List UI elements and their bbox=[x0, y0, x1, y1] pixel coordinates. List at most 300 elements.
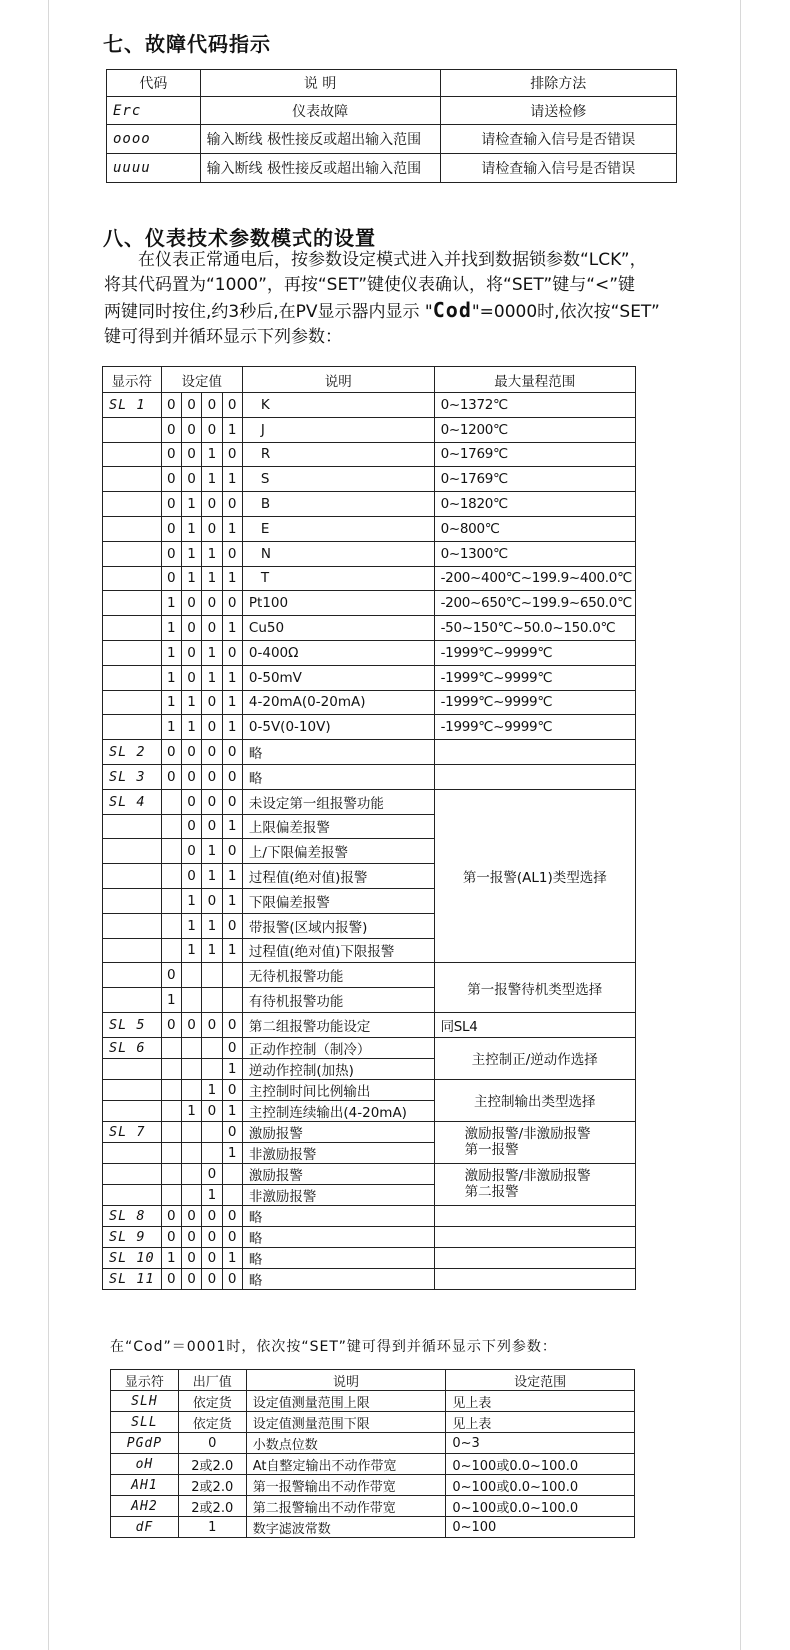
setting-bit-cell: 0 bbox=[222, 740, 242, 765]
setting-bit-cell: 0 bbox=[181, 1247, 201, 1268]
setting-bit-cell: 1 bbox=[222, 938, 242, 963]
setting-bit-cell: 0 bbox=[202, 1247, 222, 1268]
symbol-cell bbox=[103, 591, 162, 616]
setting-bit-cell: 1 bbox=[202, 665, 222, 690]
setting-bit-cell bbox=[181, 1121, 201, 1142]
setting-bit-cell: 1 bbox=[181, 566, 201, 591]
table-row bbox=[103, 1163, 636, 1184]
setting-bit-cell bbox=[222, 1184, 242, 1205]
setting-bit-cell: 0 bbox=[181, 864, 201, 889]
section8-title: 八、仪表技术参数模式的设置 bbox=[103, 226, 376, 250]
desc-cell: T bbox=[242, 566, 434, 591]
para-line: 在仪表正常通电后，按参数设定模式进入并找到数据锁参数“LCK”， bbox=[104, 250, 647, 270]
desc-cell: 数字滤波常数 bbox=[246, 1517, 446, 1538]
table-row bbox=[103, 541, 636, 566]
setting-bit-cell: 0 bbox=[202, 417, 222, 442]
symbol-cell bbox=[103, 492, 162, 517]
setting-bit-cell: 1 bbox=[181, 715, 201, 740]
table-row bbox=[103, 1037, 636, 1058]
fault-fix: 请检查输入信号是否错误 bbox=[440, 154, 676, 183]
col-header-desc: 说 明 bbox=[200, 70, 440, 97]
range-cell: 0~3 bbox=[446, 1433, 635, 1454]
range-cell: -1999℃~9999℃ bbox=[434, 665, 635, 690]
range-cell: 0~100 bbox=[446, 1517, 635, 1538]
setting-bit-cell bbox=[181, 1058, 201, 1079]
desc-cell: N bbox=[242, 541, 434, 566]
setting-bit-cell: 0 bbox=[181, 393, 201, 418]
para-line bbox=[104, 298, 719, 325]
cod-display: Cod bbox=[432, 298, 472, 322]
desc-cell: Cu50 bbox=[242, 616, 434, 641]
table-row bbox=[103, 1205, 636, 1226]
setting-bit-cell: 1 bbox=[222, 864, 242, 889]
col-header-fix: 排除方法 bbox=[440, 70, 676, 97]
setting-bit-cell: 0 bbox=[181, 591, 201, 616]
setting-bit-cell bbox=[181, 1184, 201, 1205]
col-header-range: 设定范围 bbox=[446, 1370, 635, 1391]
setting-bit-cell: 0 bbox=[202, 1012, 222, 1037]
setting-bit-cell: 1 bbox=[202, 913, 222, 938]
section8-paragraph bbox=[104, 248, 719, 350]
fault-desc: 输入断线 极性接反或超出输入范围 bbox=[200, 125, 440, 154]
setting-bit-cell: 1 bbox=[181, 1100, 201, 1121]
setting-bit-cell: 0 bbox=[222, 640, 242, 665]
range-cell bbox=[434, 1205, 635, 1226]
setting-bit-cell: 0 bbox=[202, 591, 222, 616]
range-cell: 0~1820℃ bbox=[434, 492, 635, 517]
setting-bit-cell: 0 bbox=[202, 690, 222, 715]
setting-bit-cell: 0 bbox=[202, 616, 222, 641]
col-header-code: 代码 bbox=[107, 70, 201, 97]
desc-cell: 略 bbox=[242, 740, 434, 765]
setting-bit-cell: 0 bbox=[181, 814, 201, 839]
setting-bit-cell: 1 bbox=[202, 1184, 222, 1205]
setting-bit-cell: 0 bbox=[202, 1268, 222, 1289]
desc-cell: 设定值测量范围下限 bbox=[246, 1412, 446, 1433]
default-cell: 0 bbox=[178, 1433, 246, 1454]
table-row bbox=[103, 393, 636, 418]
setting-bit-cell: 1 bbox=[181, 690, 201, 715]
range-merged-line: 第二报警 bbox=[464, 1184, 519, 1201]
setting-bit-cell: 0 bbox=[181, 764, 201, 789]
table-row bbox=[103, 963, 636, 988]
table-row bbox=[103, 492, 636, 517]
range-merged-cell: 主控制输出类型选择 bbox=[434, 1079, 635, 1121]
setting-bit-cell: 0 bbox=[161, 566, 181, 591]
default-cell: 2或2.0 bbox=[178, 1475, 246, 1496]
range-cell: 见上表 bbox=[446, 1412, 635, 1433]
setting-bit-cell: 1 bbox=[181, 516, 201, 541]
desc-cell: 正动作控制（制冷） bbox=[242, 1037, 434, 1058]
table-row bbox=[111, 1454, 635, 1475]
range-cell bbox=[434, 1226, 635, 1247]
table-row bbox=[103, 640, 636, 665]
setting-bit-cell bbox=[181, 1037, 201, 1058]
setting-bit-cell: 0 bbox=[161, 442, 181, 467]
setting-bit-cell: 1 bbox=[161, 690, 181, 715]
setting-bit-cell: 0 bbox=[202, 888, 222, 913]
table-header-row bbox=[111, 1370, 635, 1391]
setting-bit-cell bbox=[202, 1058, 222, 1079]
setting-bit-cell bbox=[202, 1037, 222, 1058]
setting-bit-cell: 0 bbox=[181, 789, 201, 814]
para-text: "=0000时,依次按“SET” bbox=[471, 302, 660, 322]
setting-bit-cell: 0 bbox=[202, 1205, 222, 1226]
setting-bit-cell bbox=[202, 988, 222, 1013]
range-cell bbox=[434, 1247, 635, 1268]
range-cell: 同SL4 bbox=[434, 1012, 635, 1037]
desc-cell: B bbox=[242, 492, 434, 517]
setting-bit-cell: 0 bbox=[222, 1205, 242, 1226]
symbol-cell bbox=[103, 616, 162, 641]
desc-cell: 有待机报警功能 bbox=[242, 988, 434, 1013]
col-header-default: 出厂值 bbox=[178, 1370, 246, 1391]
table-row bbox=[107, 97, 677, 125]
desc-cell: 带报警(区域内报警) bbox=[242, 913, 434, 938]
desc-cell: 设定值测量范围上限 bbox=[246, 1391, 446, 1412]
desc-cell: At自整定输出不动作带宽 bbox=[246, 1454, 446, 1475]
setting-bit-cell: 0 bbox=[202, 740, 222, 765]
setting-bit-cell: 0 bbox=[181, 417, 201, 442]
range-cell bbox=[434, 1268, 635, 1289]
setting-bit-cell: 0 bbox=[222, 591, 242, 616]
setting-bit-cell: 0 bbox=[161, 1012, 181, 1037]
range-cell: 0~1769℃ bbox=[434, 442, 635, 467]
setting-bit-cell bbox=[161, 839, 181, 864]
setting-bit-cell bbox=[181, 1079, 201, 1100]
setting-bit-cell: 0 bbox=[181, 1205, 201, 1226]
setting-bit-cell bbox=[161, 913, 181, 938]
range-cell bbox=[434, 764, 635, 789]
desc-cell: 逆动作控制(加热) bbox=[242, 1058, 434, 1079]
table-row bbox=[103, 1012, 636, 1037]
setting-bit-cell: 0 bbox=[222, 1226, 242, 1247]
symbol-cell: SL 2 bbox=[103, 740, 162, 765]
setting-bit-cell: 0 bbox=[202, 516, 222, 541]
symbol-cell bbox=[103, 864, 162, 889]
default-cell: 1 bbox=[178, 1517, 246, 1538]
setting-bit-cell: 0 bbox=[161, 764, 181, 789]
symbol-cell bbox=[103, 839, 162, 864]
range-cell: -1999℃~9999℃ bbox=[434, 690, 635, 715]
default-cell: 依定货 bbox=[178, 1391, 246, 1412]
range-cell: 0~800℃ bbox=[434, 516, 635, 541]
table-row bbox=[103, 789, 636, 814]
table-row bbox=[111, 1517, 635, 1538]
desc-cell: S bbox=[242, 467, 434, 492]
desc-cell: J bbox=[242, 417, 434, 442]
table-row bbox=[103, 764, 636, 789]
desc-cell: 略 bbox=[242, 1226, 434, 1247]
desc-cell: 未设定第一组报警功能 bbox=[242, 789, 434, 814]
range-merged-line: 激励报警/非激励报警 bbox=[464, 1168, 591, 1185]
symbol-cell: SL 8 bbox=[103, 1205, 162, 1226]
setting-bit-cell: 0 bbox=[161, 1205, 181, 1226]
symbol-cell bbox=[103, 541, 162, 566]
setting-bit-cell: 0 bbox=[181, 467, 201, 492]
table-row bbox=[103, 1247, 636, 1268]
symbol-cell: AH2 bbox=[111, 1496, 179, 1517]
range-merged-line: 第一报警 bbox=[464, 1142, 519, 1159]
fault-fix: 请检查输入信号是否错误 bbox=[440, 125, 676, 154]
symbol-cell: SL 5 bbox=[103, 1012, 162, 1037]
setting-bit-cell bbox=[161, 1163, 181, 1184]
setting-bit-cell: 0 bbox=[161, 417, 181, 442]
symbol-cell bbox=[103, 715, 162, 740]
desc-cell: 下限偏差报警 bbox=[242, 888, 434, 913]
table-row bbox=[111, 1496, 635, 1517]
fault-code-table bbox=[106, 69, 677, 183]
setting-bit-cell bbox=[161, 1079, 181, 1100]
symbol-cell bbox=[103, 1100, 162, 1121]
table-row bbox=[103, 1268, 636, 1289]
desc-cell: 无待机报警功能 bbox=[242, 963, 434, 988]
range-cell: 0~1372℃ bbox=[434, 393, 635, 418]
para-line: 将其代码置为“1000”，再按“SET”键使仪表确认，将“SET”键与“<”键 bbox=[104, 275, 636, 295]
table-row bbox=[103, 516, 636, 541]
range-merged-cell bbox=[434, 1163, 635, 1205]
setting-bit-cell: 1 bbox=[181, 938, 201, 963]
setting-bit-cell: 0 bbox=[222, 1121, 242, 1142]
symbol-cell: SL 4 bbox=[103, 789, 162, 814]
setting-bit-cell: 1 bbox=[222, 1247, 242, 1268]
fault-code: uuuu bbox=[107, 154, 201, 183]
symbol-cell: AH1 bbox=[111, 1475, 179, 1496]
setting-bit-cell: 0 bbox=[222, 1037, 242, 1058]
fault-fix: 请送检修 bbox=[440, 97, 676, 125]
table-row bbox=[111, 1433, 635, 1454]
setting-bit-cell: 1 bbox=[222, 715, 242, 740]
setting-bit-cell bbox=[161, 938, 181, 963]
desc-cell: 0-50mV bbox=[242, 665, 434, 690]
cod-note: 在“Cod”＝0001时，依次按“SET”键可得到并循环显示下列参数： bbox=[110, 1339, 557, 1355]
setting-bit-cell: 1 bbox=[161, 988, 181, 1013]
symbol-cell bbox=[103, 467, 162, 492]
desc-cell: R bbox=[242, 442, 434, 467]
setting-bit-cell: 0 bbox=[222, 913, 242, 938]
desc-cell: 非激励报警 bbox=[242, 1184, 434, 1205]
setting-bit-cell: 0 bbox=[161, 1226, 181, 1247]
desc-cell: 略 bbox=[242, 1268, 434, 1289]
symbol-cell bbox=[103, 665, 162, 690]
desc-cell: 激励报警 bbox=[242, 1121, 434, 1142]
symbol-cell: SLH bbox=[111, 1391, 179, 1412]
setting-bit-cell: 0 bbox=[202, 764, 222, 789]
setting-bit-cell: 1 bbox=[202, 864, 222, 889]
setting-bit-cell: 0 bbox=[181, 839, 201, 864]
setting-bit-cell bbox=[161, 1037, 181, 1058]
param-table bbox=[102, 366, 636, 1290]
table-row bbox=[111, 1412, 635, 1433]
symbol-cell bbox=[103, 938, 162, 963]
desc-cell: 过程值(绝对值)下限报警 bbox=[242, 938, 434, 963]
symbol-cell bbox=[103, 640, 162, 665]
setting-bit-cell: 1 bbox=[202, 839, 222, 864]
symbol-cell bbox=[103, 1184, 162, 1205]
symbol-cell: SL 10 bbox=[103, 1247, 162, 1268]
symbol-cell bbox=[103, 1142, 162, 1163]
setting-bit-cell: 1 bbox=[222, 814, 242, 839]
range-cell: 见上表 bbox=[446, 1391, 635, 1412]
setting-bit-cell: 0 bbox=[161, 740, 181, 765]
setting-bit-cell: 0 bbox=[181, 1012, 201, 1037]
col-header-range: 最大量程范围 bbox=[434, 367, 635, 393]
table-row bbox=[103, 740, 636, 765]
setting-bit-cell: 0 bbox=[161, 1268, 181, 1289]
setting-bit-cell: 0 bbox=[222, 393, 242, 418]
setting-bit-cell bbox=[161, 814, 181, 839]
symbol-cell: oH bbox=[111, 1454, 179, 1475]
setting-bit-cell: 1 bbox=[161, 715, 181, 740]
setting-bit-cell: 1 bbox=[161, 665, 181, 690]
desc-cell: 第二报警输出不动作带宽 bbox=[246, 1496, 446, 1517]
symbol-cell: SL 7 bbox=[103, 1121, 162, 1142]
setting-bit-cell: 1 bbox=[222, 616, 242, 641]
table-row bbox=[103, 442, 636, 467]
table-header-row bbox=[107, 70, 677, 97]
table-row bbox=[107, 125, 677, 154]
setting-bit-cell: 1 bbox=[222, 1058, 242, 1079]
setting-bit-cell: 0 bbox=[202, 492, 222, 517]
setting-bit-cell bbox=[202, 1121, 222, 1142]
col-header-desc: 说明 bbox=[242, 367, 434, 393]
table-row bbox=[111, 1475, 635, 1496]
setting-bit-cell bbox=[161, 1184, 181, 1205]
desc-cell: 略 bbox=[242, 1205, 434, 1226]
setting-bit-cell: 0 bbox=[181, 640, 201, 665]
setting-bit-cell bbox=[161, 1100, 181, 1121]
setting-bit-cell: 1 bbox=[222, 1100, 242, 1121]
symbol-cell bbox=[103, 814, 162, 839]
col-header-symbol: 显示符 bbox=[103, 367, 162, 393]
setting-bit-cell bbox=[222, 963, 242, 988]
setting-bit-cell: 0 bbox=[161, 492, 181, 517]
symbol-cell: dF bbox=[111, 1517, 179, 1538]
setting-bit-cell: 1 bbox=[222, 417, 242, 442]
range-cell: -200~650℃~199.9~650.0℃ bbox=[434, 591, 635, 616]
setting-bit-cell: 1 bbox=[161, 591, 181, 616]
range-cell bbox=[434, 740, 635, 765]
symbol-cell: SLL bbox=[111, 1412, 179, 1433]
setting-bit-cell: 1 bbox=[222, 516, 242, 541]
setting-bit-cell: 0 bbox=[222, 789, 242, 814]
col-header-symbol: 显示符 bbox=[111, 1370, 179, 1391]
desc-cell: 略 bbox=[242, 1247, 434, 1268]
setting-bit-cell: 1 bbox=[181, 492, 201, 517]
setting-bit-cell: 0 bbox=[202, 393, 222, 418]
desc-cell: 0-5V(0-10V) bbox=[242, 715, 434, 740]
setting-bit-cell bbox=[222, 988, 242, 1013]
desc-cell: Pt100 bbox=[242, 591, 434, 616]
setting-bit-cell: 0 bbox=[202, 789, 222, 814]
para-line: 键可得到并循环显示下列参数： bbox=[104, 327, 342, 347]
fault-code: Erc bbox=[107, 97, 201, 125]
desc-cell: 第二组报警功能设定 bbox=[242, 1012, 434, 1037]
range-cell: -200~400℃~199.9~400.0℃ bbox=[434, 566, 635, 591]
desc-cell: 过程值(绝对值)报警 bbox=[242, 864, 434, 889]
symbol-cell: PGdP bbox=[111, 1433, 179, 1454]
setting-bit-cell: 1 bbox=[202, 938, 222, 963]
table-header-row bbox=[103, 367, 636, 393]
setting-bit-cell: 1 bbox=[181, 913, 201, 938]
range-cell: -1999℃~9999℃ bbox=[434, 640, 635, 665]
table-row bbox=[103, 566, 636, 591]
symbol-cell bbox=[103, 417, 162, 442]
cod-param-table bbox=[110, 1369, 635, 1538]
symbol-cell bbox=[103, 913, 162, 938]
setting-bit-cell: 0 bbox=[181, 665, 201, 690]
setting-bit-cell: 1 bbox=[181, 888, 201, 913]
desc-cell: 主控制时间比例输出 bbox=[242, 1079, 434, 1100]
setting-bit-cell: 1 bbox=[202, 640, 222, 665]
setting-bit-cell: 0 bbox=[161, 963, 181, 988]
range-merged-cell: 主控制正/逆动作选择 bbox=[434, 1037, 635, 1079]
table-row bbox=[103, 591, 636, 616]
range-cell: 0~100或0.0~100.0 bbox=[446, 1496, 635, 1517]
table-row bbox=[107, 154, 677, 183]
setting-bit-cell bbox=[181, 1163, 201, 1184]
range-cell: 0~1200℃ bbox=[434, 417, 635, 442]
setting-bit-cell: 1 bbox=[222, 690, 242, 715]
setting-bit-cell bbox=[181, 988, 201, 1013]
range-cell: -50~150℃~50.0~150.0℃ bbox=[434, 616, 635, 641]
setting-bit-cell: 0 bbox=[161, 467, 181, 492]
setting-bit-cell: 0 bbox=[161, 541, 181, 566]
desc-cell: E bbox=[242, 516, 434, 541]
setting-bit-cell: 1 bbox=[222, 888, 242, 913]
setting-bit-cell: 0 bbox=[202, 1100, 222, 1121]
range-cell: 0~100或0.0~100.0 bbox=[446, 1454, 635, 1475]
setting-bit-cell: 1 bbox=[161, 1247, 181, 1268]
fault-desc: 输入断线 极性接反或超出输入范围 bbox=[200, 154, 440, 183]
range-merged-line: 激励报警/非激励报警 bbox=[464, 1126, 591, 1143]
fault-code: oooo bbox=[107, 125, 201, 154]
page-left-edge bbox=[48, 0, 49, 1650]
setting-bit-cell bbox=[161, 1058, 181, 1079]
setting-bit-cell: 1 bbox=[222, 1142, 242, 1163]
symbol-cell bbox=[103, 1079, 162, 1100]
desc-cell: 上/下限偏差报警 bbox=[242, 839, 434, 864]
symbol-cell bbox=[103, 1163, 162, 1184]
symbol-cell bbox=[103, 566, 162, 591]
setting-bit-cell: 0 bbox=[181, 740, 201, 765]
setting-bit-cell: 1 bbox=[222, 566, 242, 591]
setting-bit-cell: 0 bbox=[222, 839, 242, 864]
setting-bit-cell: 0 bbox=[181, 616, 201, 641]
setting-bit-cell: 0 bbox=[222, 541, 242, 566]
table-row bbox=[103, 1226, 636, 1247]
setting-bit-cell: 0 bbox=[222, 764, 242, 789]
table-row bbox=[111, 1391, 635, 1412]
setting-bit-cell: 0 bbox=[161, 393, 181, 418]
setting-bit-cell: 0 bbox=[202, 1226, 222, 1247]
table-row bbox=[103, 1121, 636, 1142]
desc-cell: K bbox=[242, 393, 434, 418]
symbol-cell bbox=[103, 516, 162, 541]
default-cell: 2或2.0 bbox=[178, 1496, 246, 1517]
setting-bit-cell: 0 bbox=[222, 1268, 242, 1289]
setting-bit-cell: 0 bbox=[181, 1268, 201, 1289]
setting-bit-cell: 0 bbox=[202, 1163, 222, 1184]
setting-bit-cell bbox=[161, 1121, 181, 1142]
setting-bit-cell: 0 bbox=[222, 1012, 242, 1037]
page-right-edge bbox=[740, 0, 741, 1650]
table-row bbox=[103, 690, 636, 715]
desc-cell: 小数点位数 bbox=[246, 1433, 446, 1454]
setting-bit-cell bbox=[222, 1163, 242, 1184]
setting-bit-cell bbox=[161, 789, 181, 814]
para-text: 两键同时按住,约3秒后,在PV显示器内显示 " bbox=[104, 302, 433, 322]
